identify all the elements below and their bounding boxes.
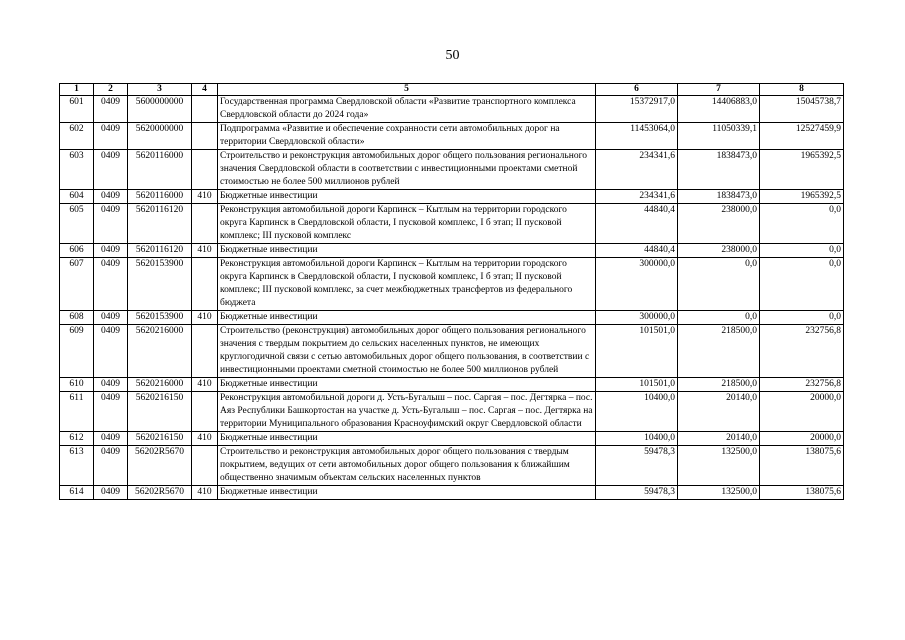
table-header-row: [60, 84, 844, 96]
table-row: [60, 244, 844, 258]
amount-cell: 14406883,0: [678, 96, 760, 123]
target-article-cell: 5620216150: [128, 432, 192, 446]
amount-cell: 44840,4: [596, 204, 678, 244]
section-code-cell: 0409: [94, 432, 128, 446]
item-name-cell: Строительство (реконструкция) автомобильных дорог общего пользования регионального значения с твердым покрытием до сельских населенных пунктов, не имеющих круглогодичной связи с сетью автомобильных дорог общего пользования, в соответствии с инвестиционными проектами сметной стоимостью не более 500 миллионов рублей: [218, 325, 596, 378]
amount-cell: 10400,0: [596, 432, 678, 446]
table-row: [60, 432, 844, 446]
table-row: [60, 96, 844, 123]
table-row: [60, 378, 844, 392]
amount-cell: 138075,6: [760, 446, 844, 486]
expense-type-cell: 410: [192, 244, 218, 258]
item-name-cell: Бюджетные инвестиции: [218, 244, 596, 258]
row-number-cell: 601: [60, 96, 94, 123]
row-number-cell: 610: [60, 378, 94, 392]
amount-cell: 218500,0: [678, 378, 760, 392]
item-name-cell: Бюджетные инвестиции: [218, 486, 596, 500]
expense-type-cell: 410: [192, 432, 218, 446]
expense-type-cell: 410: [192, 378, 218, 392]
table-row: [60, 392, 844, 432]
amount-cell: 101501,0: [596, 325, 678, 378]
row-number-cell: 605: [60, 204, 94, 244]
item-name-cell: Бюджетные инвестиции: [218, 311, 596, 325]
amount-cell: 234341,6: [596, 190, 678, 204]
row-number-cell: 609: [60, 325, 94, 378]
target-article-cell: 5620153900: [128, 258, 192, 311]
expense-type-cell: [192, 96, 218, 123]
section-code-cell: 0409: [94, 311, 128, 325]
table-row: [60, 486, 844, 500]
target-article-cell: 5620216000: [128, 378, 192, 392]
target-article-cell: 56202R5670: [128, 486, 192, 500]
section-code-cell: 0409: [94, 244, 128, 258]
item-name-cell: Бюджетные инвестиции: [218, 190, 596, 204]
amount-cell: 138075,6: [760, 486, 844, 500]
row-number-cell: 613: [60, 446, 94, 486]
table-row: [60, 150, 844, 190]
header-cell: 1: [60, 84, 94, 96]
table-row: [60, 190, 844, 204]
amount-cell: 20000,0: [760, 432, 844, 446]
amount-cell: 59478,3: [596, 486, 678, 500]
amount-cell: 20140,0: [678, 432, 760, 446]
amount-cell: 238000,0: [678, 204, 760, 244]
section-code-cell: 0409: [94, 204, 128, 244]
target-article-cell: 5600000000: [128, 96, 192, 123]
amount-cell: 238000,0: [678, 244, 760, 258]
page-number: 50: [445, 48, 460, 63]
amount-cell: 44840,4: [596, 244, 678, 258]
table-row: [60, 123, 844, 150]
section-code-cell: 0409: [94, 378, 128, 392]
amount-cell: 0,0: [760, 311, 844, 325]
amount-cell: 232756,8: [760, 378, 844, 392]
amount-cell: 59478,3: [596, 446, 678, 486]
target-article-cell: 5620153900: [128, 311, 192, 325]
expense-type-cell: [192, 446, 218, 486]
expense-type-cell: [192, 123, 218, 150]
row-number-cell: 607: [60, 258, 94, 311]
row-number-cell: 603: [60, 150, 94, 190]
target-article-cell: 5620216150: [128, 392, 192, 432]
header-cell: 2: [94, 84, 128, 96]
section-code-cell: 0409: [94, 446, 128, 486]
row-number-cell: 606: [60, 244, 94, 258]
row-number-cell: 612: [60, 432, 94, 446]
header-cell: 5: [218, 84, 596, 96]
amount-cell: 10400,0: [596, 392, 678, 432]
row-number-cell: 604: [60, 190, 94, 204]
header-cell: 8: [760, 84, 844, 96]
item-name-cell: Подпрограмма «Развитие и обеспечение сохранности сети автомобильных дорог на территории Свердловской области»: [218, 123, 596, 150]
target-article-cell: 5620116120: [128, 204, 192, 244]
item-name-cell: Реконструкция автомобильной дороги Карпинск – Кытлым на территории городского округа Карпинск в Свердловской области, I пусковой комплекс, I б этап; II пусковой комплекс; III пусковой комплекс: [218, 204, 596, 244]
amount-cell: 0,0: [678, 258, 760, 311]
amount-cell: 1965392,5: [760, 150, 844, 190]
table-row: [60, 258, 844, 311]
amount-cell: 1838473,0: [678, 150, 760, 190]
target-article-cell: 5620000000: [128, 123, 192, 150]
table-row: [60, 311, 844, 325]
table-row: [60, 446, 844, 486]
amount-cell: 20140,0: [678, 392, 760, 432]
section-code-cell: 0409: [94, 325, 128, 378]
target-article-cell: 5620116000: [128, 150, 192, 190]
row-number-cell: 608: [60, 311, 94, 325]
table-row: [60, 204, 844, 244]
header-cell: 3: [128, 84, 192, 96]
amount-cell: 232756,8: [760, 325, 844, 378]
amount-cell: 218500,0: [678, 325, 760, 378]
section-code-cell: 0409: [94, 486, 128, 500]
table-body: [60, 96, 844, 500]
expense-type-cell: [192, 325, 218, 378]
target-article-cell: 5620116000: [128, 190, 192, 204]
amount-cell: 0,0: [760, 244, 844, 258]
amount-cell: 0,0: [760, 258, 844, 311]
row-number-cell: 602: [60, 123, 94, 150]
amount-cell: 234341,6: [596, 150, 678, 190]
amount-cell: 11453064,0: [596, 123, 678, 150]
header-cell: 7: [678, 84, 760, 96]
amount-cell: 300000,0: [596, 311, 678, 325]
amount-cell: 0,0: [760, 204, 844, 244]
expense-type-cell: [192, 204, 218, 244]
header-cell: 4: [192, 84, 218, 96]
target-article-cell: 5620116120: [128, 244, 192, 258]
item-name-cell: Бюджетные инвестиции: [218, 432, 596, 446]
amount-cell: 300000,0: [596, 258, 678, 311]
amount-cell: 20000,0: [760, 392, 844, 432]
target-article-cell: 56202R5670: [128, 446, 192, 486]
header-cell: 6: [596, 84, 678, 96]
expense-type-cell: 410: [192, 190, 218, 204]
amount-cell: 15045738,7: [760, 96, 844, 123]
expense-type-cell: 410: [192, 486, 218, 500]
section-code-cell: 0409: [94, 96, 128, 123]
section-code-cell: 0409: [94, 258, 128, 311]
row-number-cell: 611: [60, 392, 94, 432]
amount-cell: 1965392,5: [760, 190, 844, 204]
item-name-cell: Государственная программа Свердловской области «Развитие транспортного комплекса Свердловской области до 2024 года»: [218, 96, 596, 123]
item-name-cell: Строительство и реконструкция автомобильных дорог общего пользования с твердым покрытием, ведущих от сети автомобильных дорог общего пользования к ближайшим общественно значимым объектам сельских населенных пунктов: [218, 446, 596, 486]
table-row: [60, 325, 844, 378]
amount-cell: 1838473,0: [678, 190, 760, 204]
amount-cell: 101501,0: [596, 378, 678, 392]
amount-cell: 12527459,9: [760, 123, 844, 150]
budget-table: [59, 83, 844, 500]
amount-cell: 132500,0: [678, 486, 760, 500]
target-article-cell: 5620216000: [128, 325, 192, 378]
section-code-cell: 0409: [94, 190, 128, 204]
section-code-cell: 0409: [94, 150, 128, 190]
expense-type-cell: [192, 258, 218, 311]
amount-cell: 15372917,0: [596, 96, 678, 123]
expense-type-cell: [192, 150, 218, 190]
amount-cell: 0,0: [678, 311, 760, 325]
item-name-cell: Бюджетные инвестиции: [218, 378, 596, 392]
amount-cell: 11050339,1: [678, 123, 760, 150]
section-code-cell: 0409: [94, 392, 128, 432]
expense-type-cell: [192, 392, 218, 432]
amount-cell: 132500,0: [678, 446, 760, 486]
item-name-cell: Строительство и реконструкция автомобильных дорог общего пользования регионального значения Свердловской области в соответствии с инвестиционными проектами сметной стоимостью не более 500 миллионов рублей: [218, 150, 596, 190]
item-name-cell: Реконструкция автомобильной дороги Карпинск – Кытлым на территории городского округа Карпинск в Свердловской области, I пусковой комплекс, I б этап; II пусковой комплекс; III пусковой комплекс, за счет межбюджетных трансфертов из федерального бюджета: [218, 258, 596, 311]
section-code-cell: 0409: [94, 123, 128, 150]
expense-type-cell: 410: [192, 311, 218, 325]
row-number-cell: 614: [60, 486, 94, 500]
item-name-cell: Реконструкция автомобильной дороги д. Усть-Бугалыш – пос. Саргая – пос. Дегтярка – пос. Аяз Республики Башкортостан на участке д. Усть-Бугалыш – пос. Саргая – пос. Дегтярка на территории Муниципального образования Красноуфимский округ Свердловской области: [218, 392, 596, 432]
